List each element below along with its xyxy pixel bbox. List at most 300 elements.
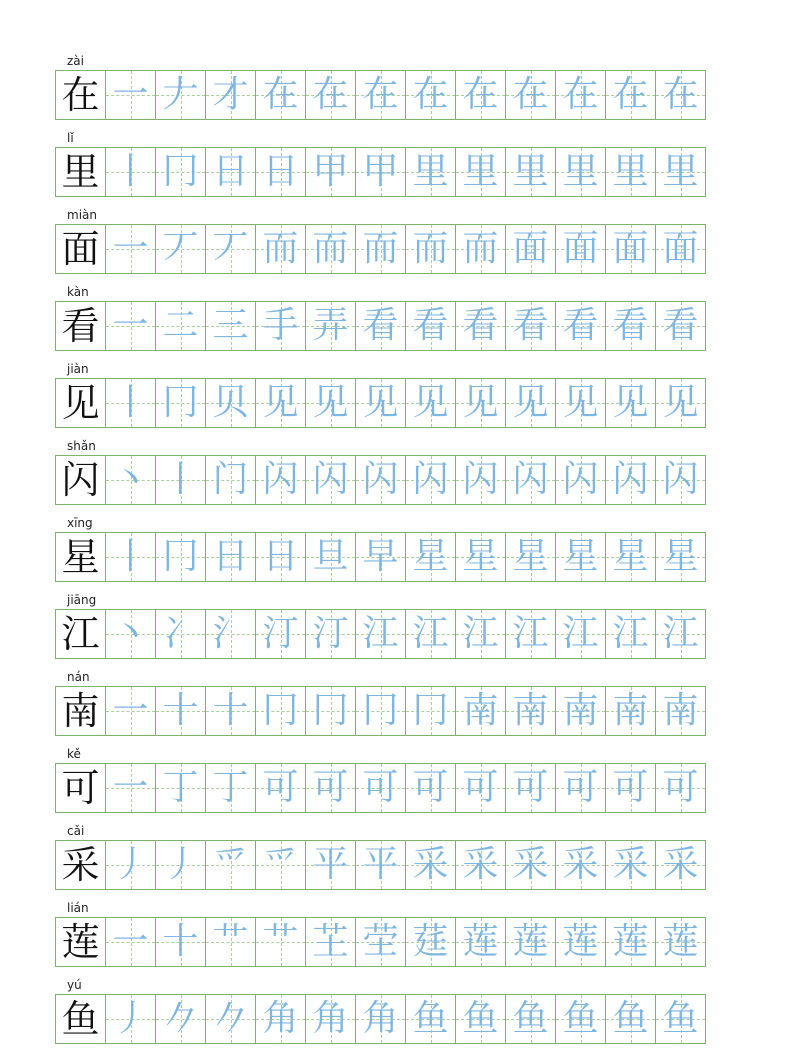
model-character bbox=[56, 378, 106, 428]
stroke-order-cell bbox=[306, 609, 356, 659]
stroke-order-cell bbox=[606, 840, 656, 890]
stroke-order-cell bbox=[306, 70, 356, 120]
model-character-text: 星 bbox=[61, 535, 100, 579]
stroke-step-text: 冂 bbox=[162, 151, 199, 192]
stroke-step-text: 二 bbox=[162, 305, 199, 346]
stroke-step-text: 可 bbox=[362, 767, 399, 808]
stroke-order-cell bbox=[206, 686, 256, 736]
stroke-step-text: 冂 bbox=[412, 690, 449, 731]
stroke-order-cell bbox=[256, 532, 306, 582]
stroke-step-text: 𠂊 bbox=[162, 998, 199, 1039]
stroke-step-text: 可 bbox=[562, 767, 599, 808]
stroke-step-text: 见 bbox=[362, 382, 399, 423]
stroke-order-cell bbox=[356, 763, 406, 813]
stroke-order-cell bbox=[106, 455, 156, 505]
stroke-order-cell bbox=[106, 763, 156, 813]
stroke-order-cell bbox=[356, 70, 406, 120]
stroke-step-text: 闪 bbox=[662, 459, 699, 500]
stroke-order-cell bbox=[556, 917, 606, 967]
writing-grid bbox=[55, 917, 746, 967]
stroke-step-text: 见 bbox=[312, 382, 349, 423]
stroke-order-cell bbox=[656, 609, 706, 659]
stroke-order-cell bbox=[256, 455, 306, 505]
stroke-step-text: 闪 bbox=[262, 459, 299, 500]
stroke-order-cell bbox=[656, 686, 706, 736]
stroke-order-cell bbox=[656, 532, 706, 582]
stroke-step-text: 丶 bbox=[112, 613, 149, 654]
stroke-order-cell bbox=[556, 224, 606, 274]
stroke-order-cell bbox=[506, 147, 556, 197]
writing-grid bbox=[55, 224, 746, 274]
model-character bbox=[56, 301, 106, 351]
stroke-step-text: 丆 bbox=[212, 228, 249, 269]
model-character-text: 江 bbox=[61, 612, 100, 656]
stroke-step-text: 里 bbox=[512, 151, 549, 192]
stroke-order-cell bbox=[406, 763, 456, 813]
stroke-step-text: 看 bbox=[462, 305, 499, 346]
practice-row bbox=[55, 206, 745, 278]
stroke-order-cell bbox=[256, 917, 306, 967]
stroke-step-text: 采 bbox=[462, 844, 499, 885]
practice-row bbox=[55, 283, 745, 355]
stroke-step-text: 看 bbox=[612, 305, 649, 346]
stroke-step-text: 采 bbox=[662, 844, 699, 885]
stroke-step-text: 可 bbox=[462, 767, 499, 808]
stroke-step-text: 一 bbox=[112, 690, 149, 731]
practice-row bbox=[55, 129, 745, 201]
stroke-step-text: 莲 bbox=[462, 921, 499, 962]
stroke-step-text: 日 bbox=[212, 151, 249, 192]
practice-row bbox=[55, 591, 745, 663]
stroke-step-text: 一 bbox=[112, 767, 149, 808]
model-character-text: 莲 bbox=[61, 920, 100, 964]
stroke-order-cell bbox=[606, 224, 656, 274]
stroke-order-cell bbox=[406, 70, 456, 120]
model-character-text: 在 bbox=[61, 73, 100, 117]
stroke-step-text: 江 bbox=[362, 613, 399, 654]
stroke-step-text: 可 bbox=[262, 767, 299, 808]
stroke-order-cell bbox=[556, 686, 606, 736]
stroke-step-text: 丁 bbox=[212, 767, 249, 808]
stroke-order-cell bbox=[506, 994, 556, 1044]
stroke-order-cell bbox=[356, 224, 406, 274]
stroke-order-cell bbox=[156, 686, 206, 736]
writing-grid bbox=[55, 378, 746, 428]
stroke-step-text: 丆 bbox=[162, 228, 199, 269]
stroke-order-cell bbox=[406, 301, 456, 351]
stroke-step-text: 看 bbox=[662, 305, 699, 346]
stroke-order-cell bbox=[356, 455, 406, 505]
stroke-step-text: 莲 bbox=[612, 921, 649, 962]
stroke-order-cell bbox=[456, 532, 506, 582]
stroke-order-cell bbox=[606, 378, 656, 428]
stroke-order-cell bbox=[556, 763, 606, 813]
stroke-step-text: 见 bbox=[512, 382, 549, 423]
stroke-step-text: 𠂊 bbox=[212, 998, 249, 1039]
pinyin-label: yú bbox=[67, 978, 82, 992]
stroke-step-text: 江 bbox=[462, 613, 499, 654]
stroke-step-text: 江 bbox=[512, 613, 549, 654]
stroke-step-text: 甲 bbox=[362, 151, 399, 192]
stroke-step-text: 采 bbox=[512, 844, 549, 885]
stroke-order-cell bbox=[406, 686, 456, 736]
practice-row bbox=[55, 745, 745, 817]
stroke-step-text: 里 bbox=[412, 151, 449, 192]
stroke-order-cell bbox=[156, 70, 206, 120]
practice-row bbox=[55, 360, 745, 432]
writing-grid bbox=[55, 301, 746, 351]
stroke-step-text: 一 bbox=[112, 74, 149, 115]
stroke-order-cell bbox=[456, 763, 506, 813]
stroke-step-text: 弄 bbox=[312, 305, 349, 346]
stroke-order-cell bbox=[556, 301, 606, 351]
stroke-order-cell bbox=[406, 224, 456, 274]
model-character bbox=[56, 994, 106, 1044]
stroke-step-text: 采 bbox=[612, 844, 649, 885]
stroke-order-cell bbox=[156, 763, 206, 813]
stroke-order-cell bbox=[306, 532, 356, 582]
stroke-order-cell bbox=[556, 994, 606, 1044]
stroke-order-cell bbox=[456, 224, 506, 274]
stroke-step-text: 爫 bbox=[212, 844, 249, 885]
stroke-step-text: 爫 bbox=[262, 844, 299, 885]
stroke-order-cell bbox=[156, 147, 206, 197]
stroke-order-cell bbox=[506, 763, 556, 813]
stroke-step-text: 见 bbox=[562, 382, 599, 423]
stroke-step-text: 丿 bbox=[112, 844, 149, 885]
stroke-step-text: 鱼 bbox=[462, 998, 499, 1039]
stroke-step-text: 可 bbox=[612, 767, 649, 808]
stroke-step-text: 汀 bbox=[262, 613, 299, 654]
stroke-step-text: 汀 bbox=[312, 613, 349, 654]
stroke-step-text: 十 bbox=[212, 690, 249, 731]
stroke-step-text: 𠂇 bbox=[162, 74, 199, 115]
stroke-order-cell bbox=[406, 532, 456, 582]
model-character-text: 里 bbox=[61, 150, 100, 194]
stroke-step-text: 十 bbox=[162, 690, 199, 731]
stroke-step-text: 星 bbox=[512, 536, 549, 577]
stroke-order-cell bbox=[106, 609, 156, 659]
stroke-order-cell bbox=[156, 224, 206, 274]
model-character bbox=[56, 840, 106, 890]
stroke-step-text: 闪 bbox=[512, 459, 549, 500]
stroke-step-text: 闪 bbox=[562, 459, 599, 500]
stroke-order-cell bbox=[306, 455, 356, 505]
stroke-step-text: 一 bbox=[112, 305, 149, 346]
stroke-order-cell bbox=[556, 147, 606, 197]
stroke-step-text: 平 bbox=[312, 844, 349, 885]
stroke-step-text: 看 bbox=[412, 305, 449, 346]
stroke-step-text: 三 bbox=[212, 305, 249, 346]
pinyin-label: cǎi bbox=[67, 824, 85, 838]
model-character bbox=[56, 917, 106, 967]
stroke-order-cell bbox=[256, 378, 306, 428]
stroke-order-cell bbox=[606, 609, 656, 659]
stroke-order-cell bbox=[106, 70, 156, 120]
stroke-order-cell bbox=[506, 840, 556, 890]
stroke-step-text: 手 bbox=[262, 305, 299, 346]
stroke-step-text: 一 bbox=[112, 921, 149, 962]
stroke-order-cell bbox=[256, 840, 306, 890]
model-character-text: 鱼 bbox=[61, 997, 100, 1041]
stroke-step-text: 江 bbox=[662, 613, 699, 654]
stroke-step-text: 鱼 bbox=[612, 998, 649, 1039]
stroke-step-text: 平 bbox=[362, 844, 399, 885]
practice-row bbox=[55, 668, 745, 740]
stroke-order-cell bbox=[456, 378, 506, 428]
model-character bbox=[56, 70, 106, 120]
stroke-step-text: 丨 bbox=[112, 382, 149, 423]
stroke-step-text: 星 bbox=[562, 536, 599, 577]
stroke-order-cell bbox=[106, 994, 156, 1044]
practice-row bbox=[55, 976, 745, 1048]
stroke-order-cell bbox=[556, 378, 606, 428]
stroke-order-cell bbox=[656, 301, 706, 351]
stroke-step-text: 氵 bbox=[212, 613, 249, 654]
stroke-order-cell bbox=[156, 917, 206, 967]
practice-row bbox=[55, 514, 745, 586]
stroke-step-text: 采 bbox=[412, 844, 449, 885]
stroke-order-cell bbox=[606, 994, 656, 1044]
stroke-step-text: 南 bbox=[462, 690, 499, 731]
stroke-order-cell bbox=[256, 70, 306, 120]
stroke-step-text: 闪 bbox=[362, 459, 399, 500]
stroke-step-text: 星 bbox=[662, 536, 699, 577]
stroke-step-text: 丿 bbox=[162, 844, 199, 885]
stroke-order-cell bbox=[306, 994, 356, 1044]
stroke-order-cell bbox=[156, 840, 206, 890]
writing-grid bbox=[55, 70, 746, 120]
stroke-order-cell bbox=[206, 532, 256, 582]
stroke-order-cell bbox=[206, 378, 256, 428]
stroke-order-cell bbox=[656, 763, 706, 813]
stroke-step-text: 闪 bbox=[462, 459, 499, 500]
stroke-step-text: 可 bbox=[412, 767, 449, 808]
stroke-step-text: 门 bbox=[212, 459, 249, 500]
stroke-order-cell bbox=[456, 840, 506, 890]
stroke-order-cell bbox=[356, 378, 406, 428]
stroke-step-text: 角 bbox=[312, 998, 349, 1039]
stroke-step-text: 南 bbox=[562, 690, 599, 731]
stroke-step-text: 冂 bbox=[362, 690, 399, 731]
pinyin-label: zài bbox=[67, 54, 84, 68]
stroke-order-cell bbox=[406, 840, 456, 890]
stroke-step-text: 看 bbox=[562, 305, 599, 346]
model-character-text: 闪 bbox=[61, 458, 100, 502]
stroke-order-cell bbox=[106, 301, 156, 351]
model-character-text: 可 bbox=[61, 766, 100, 810]
stroke-step-text: 日 bbox=[262, 536, 299, 577]
pinyin-label: lián bbox=[67, 901, 89, 915]
stroke-step-text: 在 bbox=[412, 74, 449, 115]
stroke-order-cell bbox=[206, 917, 256, 967]
model-character-text: 看 bbox=[61, 304, 100, 348]
stroke-order-cell bbox=[256, 763, 306, 813]
stroke-order-cell bbox=[356, 686, 406, 736]
stroke-order-cell bbox=[206, 301, 256, 351]
stroke-step-text: 日 bbox=[212, 536, 249, 577]
stroke-order-cell bbox=[506, 70, 556, 120]
stroke-step-text: 见 bbox=[612, 382, 649, 423]
stroke-order-cell bbox=[556, 70, 606, 120]
stroke-order-cell bbox=[556, 609, 606, 659]
stroke-order-cell bbox=[206, 147, 256, 197]
stroke-step-text: 丁 bbox=[162, 767, 199, 808]
stroke-order-cell bbox=[456, 455, 506, 505]
pinyin-label: jiàn bbox=[67, 362, 89, 376]
stroke-order-cell bbox=[106, 917, 156, 967]
stroke-step-text: 早 bbox=[362, 536, 399, 577]
stroke-order-cell bbox=[456, 70, 506, 120]
stroke-step-text: 星 bbox=[412, 536, 449, 577]
stroke-order-cell bbox=[356, 994, 406, 1044]
stroke-step-text: 冂 bbox=[262, 690, 299, 731]
stroke-order-cell bbox=[106, 147, 156, 197]
practice-row bbox=[55, 437, 745, 509]
stroke-order-cell bbox=[556, 455, 606, 505]
stroke-order-cell bbox=[356, 609, 406, 659]
stroke-order-cell bbox=[506, 917, 556, 967]
stroke-order-cell bbox=[406, 994, 456, 1044]
pinyin-label: xīng bbox=[67, 516, 93, 530]
model-character bbox=[56, 147, 106, 197]
stroke-order-cell bbox=[256, 301, 306, 351]
stroke-order-cell bbox=[606, 455, 656, 505]
stroke-step-text: 而 bbox=[312, 228, 349, 269]
stroke-order-cell bbox=[506, 532, 556, 582]
stroke-step-text: 面 bbox=[512, 228, 549, 269]
stroke-step-text: 里 bbox=[612, 151, 649, 192]
stroke-step-text: 丿 bbox=[112, 998, 149, 1039]
stroke-order-cell bbox=[356, 917, 406, 967]
stroke-step-text: 看 bbox=[362, 305, 399, 346]
model-character bbox=[56, 224, 106, 274]
stroke-order-cell bbox=[656, 840, 706, 890]
stroke-order-cell bbox=[356, 147, 406, 197]
stroke-order-cell bbox=[656, 147, 706, 197]
stroke-step-text: 莲 bbox=[562, 921, 599, 962]
stroke-order-cell bbox=[456, 994, 506, 1044]
stroke-order-cell bbox=[106, 532, 156, 582]
stroke-order-cell bbox=[456, 301, 506, 351]
stroke-order-cell bbox=[256, 147, 306, 197]
stroke-step-text: 里 bbox=[462, 151, 499, 192]
stroke-step-text: 角 bbox=[262, 998, 299, 1039]
stroke-order-cell bbox=[506, 609, 556, 659]
stroke-order-cell bbox=[606, 532, 656, 582]
stroke-order-cell bbox=[206, 455, 256, 505]
stroke-order-cell bbox=[306, 840, 356, 890]
stroke-step-text: 在 bbox=[562, 74, 599, 115]
stroke-step-text: 可 bbox=[662, 767, 699, 808]
stroke-step-text: 一 bbox=[112, 228, 149, 269]
stroke-order-cell bbox=[456, 147, 506, 197]
model-character-text: 面 bbox=[61, 227, 100, 271]
stroke-step-text: 闪 bbox=[412, 459, 449, 500]
stroke-step-text: 星 bbox=[462, 536, 499, 577]
stroke-step-text: 在 bbox=[362, 74, 399, 115]
stroke-step-text: 可 bbox=[312, 767, 349, 808]
stroke-order-cell bbox=[156, 532, 206, 582]
stroke-step-text: 冫 bbox=[162, 613, 199, 654]
stroke-order-cell bbox=[456, 686, 506, 736]
stroke-step-text: 面 bbox=[612, 228, 649, 269]
stroke-step-text: 贝 bbox=[212, 382, 249, 423]
stroke-step-text: 日 bbox=[262, 151, 299, 192]
stroke-order-cell bbox=[406, 378, 456, 428]
stroke-order-cell bbox=[206, 763, 256, 813]
practice-row bbox=[55, 52, 745, 124]
stroke-step-text: 闪 bbox=[312, 459, 349, 500]
writing-grid bbox=[55, 840, 746, 890]
stroke-step-text: 里 bbox=[562, 151, 599, 192]
stroke-order-cell bbox=[506, 224, 556, 274]
stroke-step-text: 南 bbox=[612, 690, 649, 731]
stroke-order-cell bbox=[256, 224, 306, 274]
stroke-order-cell bbox=[656, 70, 706, 120]
stroke-step-text: 芏 bbox=[312, 921, 349, 962]
stroke-step-text: 而 bbox=[412, 228, 449, 269]
stroke-step-text: 星 bbox=[612, 536, 649, 577]
stroke-step-text: 见 bbox=[262, 382, 299, 423]
stroke-step-text: 冂 bbox=[312, 690, 349, 731]
stroke-step-text: 在 bbox=[262, 74, 299, 115]
stroke-step-text: 鱼 bbox=[662, 998, 699, 1039]
stroke-order-cell bbox=[406, 917, 456, 967]
model-character-text: 见 bbox=[61, 381, 100, 425]
stroke-step-text: 江 bbox=[612, 613, 649, 654]
stroke-order-cell bbox=[606, 70, 656, 120]
stroke-order-cell bbox=[206, 224, 256, 274]
writing-grid bbox=[55, 532, 746, 582]
stroke-order-cell bbox=[156, 455, 206, 505]
stroke-step-text: 在 bbox=[312, 74, 349, 115]
stroke-order-cell bbox=[306, 147, 356, 197]
stroke-order-cell bbox=[656, 917, 706, 967]
stroke-order-cell bbox=[156, 301, 206, 351]
stroke-order-cell bbox=[306, 224, 356, 274]
stroke-step-text: 见 bbox=[662, 382, 699, 423]
stroke-order-cell bbox=[256, 994, 306, 1044]
stroke-step-text: 在 bbox=[612, 74, 649, 115]
stroke-step-text: 丨 bbox=[112, 151, 149, 192]
stroke-order-cell bbox=[656, 455, 706, 505]
stroke-step-text: 可 bbox=[512, 767, 549, 808]
stroke-step-text: 莲 bbox=[662, 921, 699, 962]
stroke-order-cell bbox=[506, 301, 556, 351]
stroke-order-cell bbox=[656, 994, 706, 1044]
stroke-step-text: 旦 bbox=[312, 536, 349, 577]
stroke-step-text: 冂 bbox=[162, 382, 199, 423]
stroke-order-cell bbox=[256, 609, 306, 659]
pinyin-label: jiāng bbox=[67, 593, 97, 607]
writing-grid bbox=[55, 609, 746, 659]
stroke-step-text: 见 bbox=[462, 382, 499, 423]
stroke-order-cell bbox=[256, 686, 306, 736]
stroke-order-cell bbox=[406, 455, 456, 505]
stroke-order-cell bbox=[356, 840, 406, 890]
stroke-step-text: 里 bbox=[662, 151, 699, 192]
pinyin-label: miàn bbox=[67, 208, 97, 222]
pinyin-label: shǎn bbox=[67, 439, 96, 453]
stroke-step-text: 鱼 bbox=[412, 998, 449, 1039]
stroke-order-cell bbox=[156, 609, 206, 659]
stroke-step-text: 冂 bbox=[162, 536, 199, 577]
stroke-step-text: 丨 bbox=[162, 459, 199, 500]
writing-grid bbox=[55, 686, 746, 736]
stroke-order-cell bbox=[356, 532, 406, 582]
stroke-order-cell bbox=[606, 301, 656, 351]
